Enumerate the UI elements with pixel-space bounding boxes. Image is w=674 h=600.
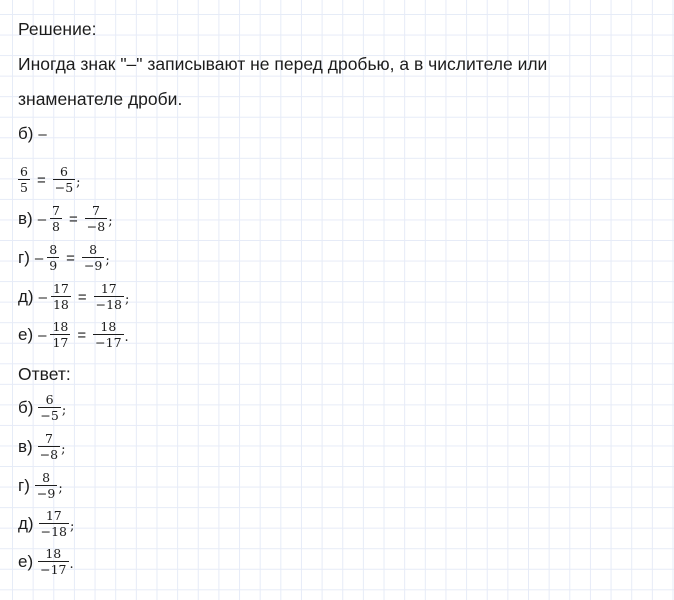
solution-row-b [18, 165, 81, 195]
answer-row-b [18, 393, 66, 423]
fraction-right: $\frac{17}{-18}$ [95, 281, 122, 312]
item-b-intro [18, 124, 51, 144]
equals-sign: = [36, 171, 46, 189]
punctuation: ; [58, 480, 63, 496]
explanation-line-2: знаменателе дроби. [18, 89, 183, 109]
equals-sign: = [77, 326, 87, 344]
punctuation: ; [61, 441, 66, 457]
minus-sign: – [34, 249, 44, 267]
answer-fraction: $\frac{6}{-5}$ [40, 392, 59, 423]
fraction-right: $\frac{7}{-8}$ [86, 203, 106, 234]
solution-row-e [18, 320, 129, 350]
fraction-right: $\frac{8}{-9}$ [83, 242, 103, 273]
answer-fraction: $\frac{7}{-8}$ [39, 431, 59, 462]
fraction-left: $\frac{7}{8}$ [52, 203, 60, 234]
solution-row-g [18, 243, 110, 273]
fraction-left: $\frac{18}{17}$ [52, 319, 69, 350]
punctuation: ; [105, 252, 110, 268]
solution-heading: Решение: [18, 19, 97, 39]
punctuation: ; [69, 518, 75, 534]
fraction-right: $\frac{18}{-17}$ [95, 319, 122, 350]
fraction-left: $\frac{17}{18}$ [52, 281, 69, 312]
explanation-line-1: Иногда знак "–" записывают не перед дробью, а в числителе или [18, 54, 548, 74]
answer-fraction: $\frac{18}{-17}$ [40, 546, 67, 577]
answer-row-g [18, 471, 63, 501]
solution-row-v [18, 204, 113, 234]
fraction-left: $\frac{6}{5}$ [20, 164, 28, 195]
item-label: г) [18, 476, 30, 495]
item-label: б) [18, 398, 34, 417]
minus-sign: – [38, 288, 47, 306]
item-label: в) [18, 437, 33, 456]
item-label: д) [18, 287, 34, 306]
equals-sign: = [69, 210, 78, 228]
item-label: г) [18, 248, 30, 267]
minus-sign: – [38, 326, 47, 344]
answer-row-e [18, 547, 74, 577]
item-label: е) [18, 552, 34, 571]
punctuation: ; [61, 402, 67, 418]
punctuation: . [124, 329, 129, 345]
item-label: в) [18, 209, 33, 228]
answer-fraction: $\frac{17}{-18}$ [40, 508, 67, 539]
equals-sign: = [66, 249, 75, 267]
equals-sign: = [77, 288, 87, 306]
fraction-right: $\frac{6}{-5}$ [54, 164, 74, 195]
punctuation: ; [108, 213, 113, 229]
answer-fraction: $\frac{8}{-9}$ [36, 470, 56, 501]
item-label: е) [18, 325, 34, 344]
fraction-left: $\frac{8}{9}$ [49, 242, 58, 273]
minus-sign: – [38, 125, 47, 143]
item-label: б) [18, 124, 34, 143]
punctuation: ; [125, 291, 130, 307]
answer-row-v [18, 432, 66, 462]
punctuation: ; [76, 174, 81, 190]
answer-row-d [18, 509, 74, 539]
answer-heading: Ответ: [18, 364, 71, 384]
item-label: д) [18, 514, 34, 533]
punctuation: . [69, 556, 74, 572]
solution-row-d [18, 282, 129, 312]
minus-sign: – [37, 210, 47, 228]
